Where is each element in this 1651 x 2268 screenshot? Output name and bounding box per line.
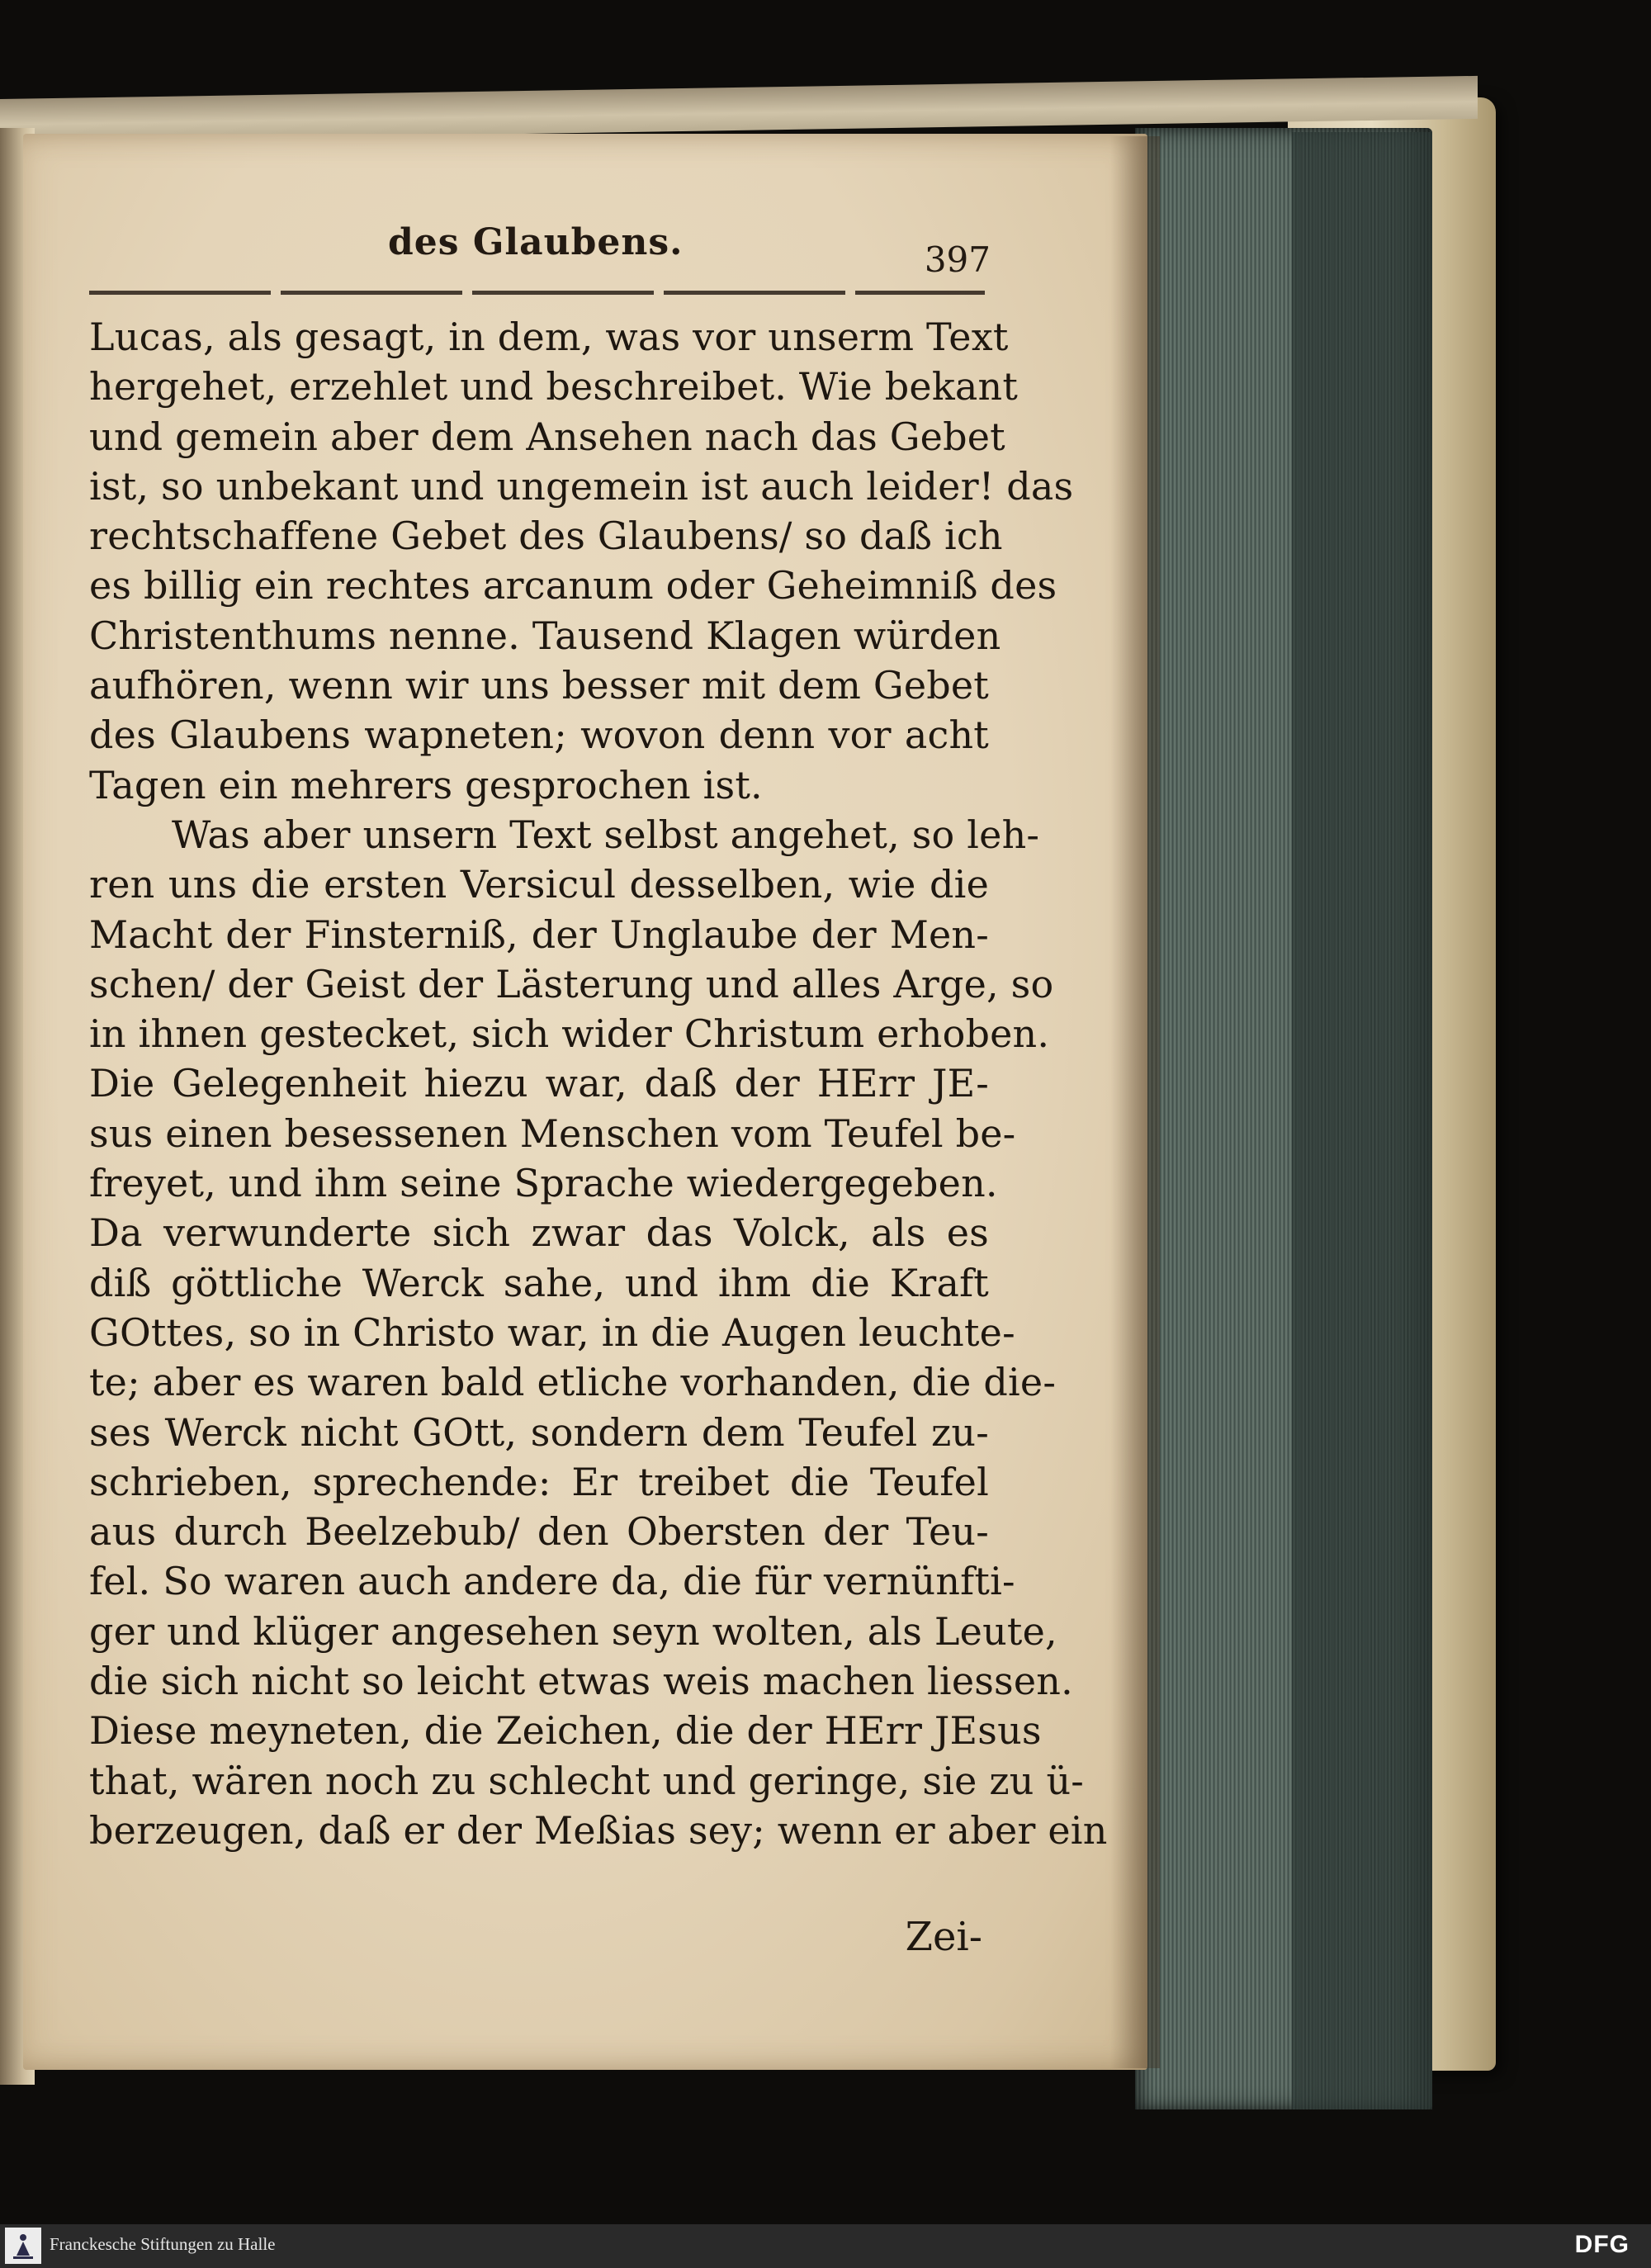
text-line: freyet, und ihm seine Sprache wiedergegeben.	[89, 1161, 998, 1206]
text-line: Die Gelegenheit hiezu war, daß der HErr JE-	[89, 1061, 989, 1106]
text-line: schrieben, sprechende: Er treibet die Teufel	[89, 1459, 989, 1504]
header-rule	[89, 291, 985, 295]
text-line: diß göttliche Werck sahe, und ihm die Kraft	[89, 1260, 989, 1305]
page-body-text	[89, 312, 1108, 1855]
institution-name: Franckesche Stiftungen zu Halle	[50, 2234, 276, 2254]
text-line: schen/ der Geist der Lästerung und alles Arge, so	[89, 961, 1054, 1006]
text-line: Tagen ein mehrers gesprochen ist.	[89, 762, 763, 807]
text-line: ger und klüger angesehen seyn wolten, als Leute,	[89, 1608, 1057, 1654]
running-header: des Glaubens.	[388, 221, 684, 263]
catchword: Zei-	[905, 1914, 982, 1960]
institution-logo-icon	[5, 2228, 41, 2264]
text-line: Macht der Finsterniß, der Unglaube der Men-	[89, 911, 989, 957]
text-line: Diese meyneten, die Zeichen, die der HErr JEsus	[89, 1708, 1042, 1754]
text-line: GOttes, so in Christo war, in die Augen leuchte-	[89, 1309, 1015, 1355]
page-number: 397	[924, 239, 991, 280]
text-line: ren uns die ersten Versicul desselben, wie die	[89, 862, 989, 907]
text-line: Was aber unsern Text selbst angehet, so leh-	[172, 812, 1040, 857]
text-line: te; aber es waren bald etliche vorhanden, die die-	[89, 1360, 1057, 1405]
text-line: es billig ein rechtes arcanum oder Geheimniß des	[89, 563, 1057, 608]
dfg-logo: DFG	[1574, 2231, 1630, 2258]
text-line: die sich nicht so leicht etwas weis machen liessen.	[89, 1659, 1073, 1704]
text-line: des Glaubens wapneten; wovon denn vor acht	[89, 713, 989, 758]
viewer-footer	[0, 2224, 1651, 2268]
text-line: fel. So waren auch andere da, die für vernünfti-	[89, 1559, 1015, 1604]
text-line: in ihnen gestecket, sich wider Christum erhoben.	[89, 1011, 1050, 1057]
fore-edge-shade	[1292, 132, 1432, 2109]
page-shadow	[1110, 136, 1160, 2068]
text-line: ses Werck nicht GOtt, sondern dem Teufel zu-	[89, 1409, 989, 1455]
text-line: Lucas, als gesagt, in dem, was vor unserm Text	[89, 315, 1009, 359]
text-line: that, wären noch zu schlecht und geringe, sie zu ü-	[89, 1758, 1085, 1803]
text-line: Da verwunderte sich zwar das Volck, als es	[89, 1210, 989, 1256]
text-line: Christenthums nenne. Tausend Klagen würden	[89, 613, 1001, 658]
text-line: hergehet, erzehlet und beschreibet. Wie bekant	[89, 364, 1019, 410]
text-line: und gemein aber dem Ansehen nach das Gebet	[89, 414, 1005, 459]
text-line: aufhören, wenn wir uns besser mit dem Gebet	[89, 663, 989, 708]
text-line: berzeugen, daß er der Meßias sey; wenn er aber ein	[89, 1807, 1108, 1853]
text-line: sus einen besessenen Menschen vom Teufel be-	[89, 1110, 1016, 1156]
text-line: rechtschaffene Gebet des Glaubens/ so daß ich	[89, 514, 1003, 559]
text-line: aus durch Beelzebub/ den Obersten der Teu-	[89, 1509, 989, 1555]
text-line: ist, so unbekant und ungemein ist auch leider! das	[89, 463, 1074, 509]
